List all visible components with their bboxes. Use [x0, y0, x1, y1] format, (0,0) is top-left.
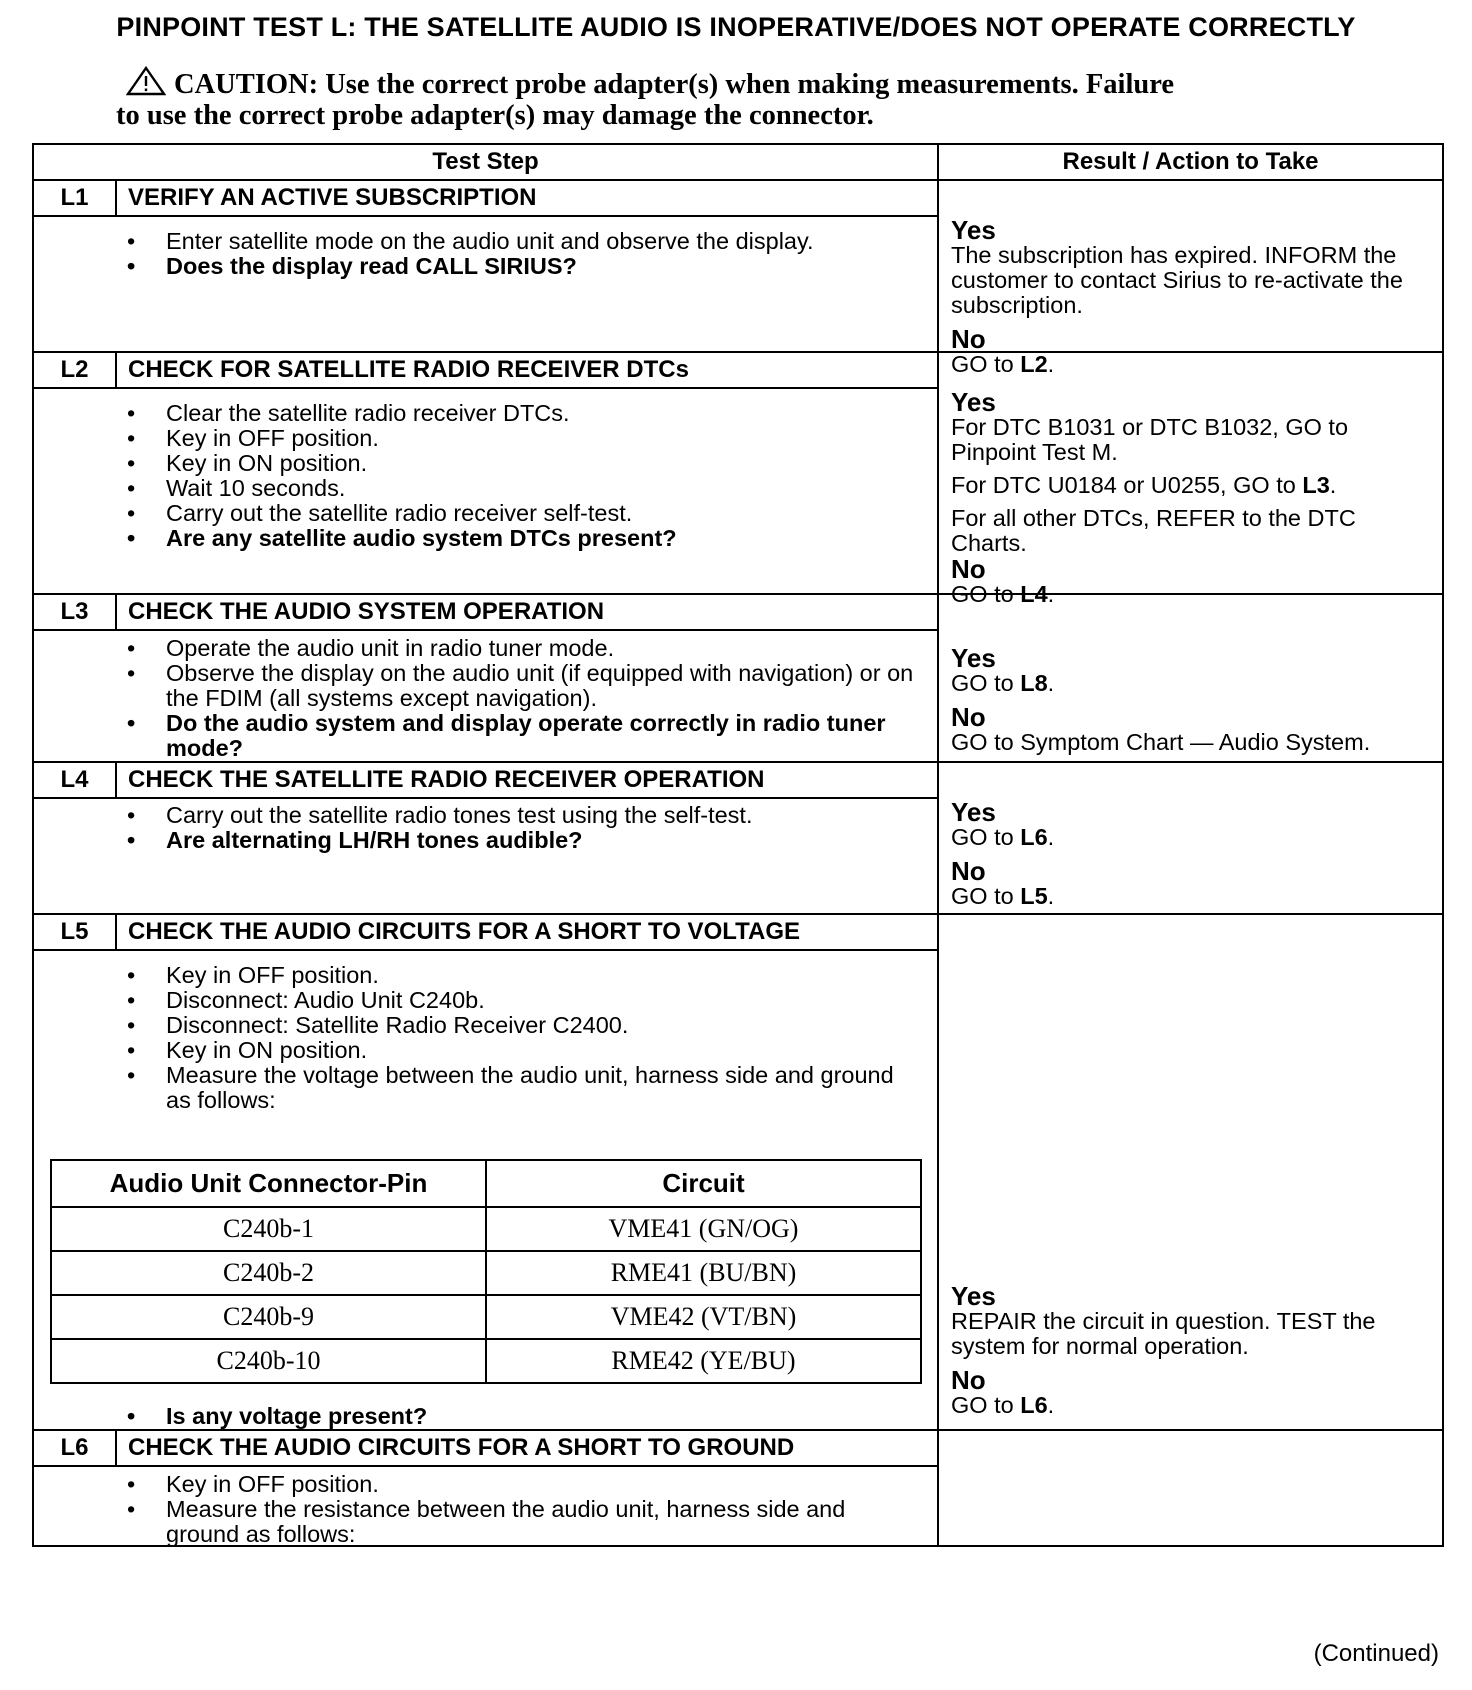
- step-id-l2: L2: [33, 352, 116, 388]
- no-action: GO to L6.: [951, 1392, 1055, 1418]
- yes-action: For DTC B1031 or DTC B1032, GO to Pinpoint Test M.: [951, 414, 1349, 465]
- list-item: • Carry out the satellite radio receiver self-test.: [34, 501, 937, 526]
- pin-cell: C240b-2: [51, 1251, 486, 1295]
- yes-action: For all other DTCs, REFER to the DTC Charts.: [951, 505, 1356, 556]
- circuit-cell: RME42 (YE/BU): [486, 1339, 921, 1383]
- list-item: • Measure the voltage between the audio unit, harness side and ground as follows:: [34, 1063, 937, 1113]
- list-item: • Observe the display on the audio unit (if equipped with navigation) or on the FDIM (all systems except navigation).: [34, 661, 937, 711]
- step-title-l4: CHECK THE SATELLITE RADIO RECEIVER OPERATION: [116, 762, 938, 798]
- no-label: No: [951, 702, 986, 732]
- table-row: [51, 1339, 921, 1383]
- no-action: GO to L4.: [951, 581, 1055, 607]
- yes-label: Yes: [951, 797, 996, 827]
- list-item: • Key in ON position.: [34, 451, 937, 476]
- step-question: • Are any satellite audio system DTCs present?: [34, 526, 937, 551]
- step-body-l4: [33, 798, 938, 914]
- circuit-cell: VME41 (GN/OG): [486, 1207, 921, 1251]
- no-label: No: [951, 856, 986, 886]
- result-l2: [938, 352, 1443, 607]
- yes-action: The subscription has expired. INFORM the customer to contact Sirius to re-activate the subscription.: [951, 242, 1403, 318]
- step-question: • Does the display read CALL SIRIUS?: [34, 254, 937, 279]
- no-action: GO to L2.: [951, 351, 1055, 377]
- list-item: • Measure the resistance between the audio unit, harness side and ground as follows:: [34, 1497, 937, 1547]
- step-id-l6: L6: [33, 1430, 116, 1466]
- step-question: • Is any voltage present?: [34, 1404, 937, 1429]
- yes-action: GO to L8.: [951, 670, 1055, 696]
- step-title-l1: VERIFY AN ACTIVE SUBSCRIPTION: [116, 180, 938, 216]
- table-row: [51, 1295, 921, 1339]
- pin-cell: C240b-9: [51, 1295, 486, 1339]
- step-body-l3: [33, 630, 938, 762]
- yes-label: Yes: [951, 387, 996, 417]
- caution-line-1: CAUTION: Use the correct probe adapter(s) when making measurements. Failure: [174, 69, 1175, 100]
- step-body-l1: [33, 216, 938, 352]
- connector-pin-table: [50, 1159, 922, 1384]
- list-item: • Disconnect: Satellite Radio Receiver C2400.: [34, 1013, 937, 1038]
- step-id-l1: L1: [33, 180, 116, 216]
- step-body-l6: [33, 1466, 938, 1546]
- result-l4: [938, 762, 1443, 914]
- no-label: No: [951, 324, 986, 354]
- table-row: [51, 1207, 921, 1251]
- result-l1: [938, 180, 1443, 377]
- pin-column-header: Audio Unit Connector-Pin: [51, 1160, 486, 1207]
- caution-note: [116, 66, 1346, 131]
- step-id-l4: L4: [33, 762, 116, 798]
- header-result: Result / Action to Take: [938, 144, 1443, 180]
- list-item: • Key in OFF position.: [34, 426, 937, 451]
- circuit-cell: VME42 (VT/BN): [486, 1295, 921, 1339]
- yes-label: Yes: [951, 1281, 996, 1311]
- header-test-step: Test Step: [33, 144, 938, 180]
- step-title-l3: CHECK THE AUDIO SYSTEM OPERATION: [116, 594, 938, 630]
- circuit-column-header: Circuit: [486, 1160, 921, 1207]
- yes-action: GO to L6.: [951, 824, 1055, 850]
- list-item: • Operate the audio unit in radio tuner mode.: [34, 636, 937, 661]
- list-item: • Wait 10 seconds.: [34, 476, 937, 501]
- list-item: • Disconnect: Audio Unit C240b.: [34, 988, 937, 1013]
- list-item: • Key in OFF position.: [34, 963, 937, 988]
- continued-label: (Continued): [1313, 1640, 1439, 1667]
- list-item: • Clear the satellite radio receiver DTCs.: [34, 401, 937, 426]
- no-label: No: [951, 1365, 986, 1395]
- step-title-l5: CHECK THE AUDIO CIRCUITS FOR A SHORT TO VOLTAGE: [116, 914, 938, 950]
- yes-label: Yes: [951, 215, 996, 245]
- step-body-l5: [33, 950, 938, 1430]
- step-question: • Are alternating LH/RH tones audible?: [34, 828, 937, 853]
- warning-triangle-icon: [126, 66, 166, 96]
- no-action: GO to Symptom Chart — Audio System.: [951, 729, 1371, 755]
- list-item: • Carry out the satellite radio tones test using the self-test.: [34, 803, 937, 828]
- yes-action: For DTC U0184 or U0255, GO to L3.: [951, 472, 1337, 498]
- result-l6: [938, 1430, 1443, 1546]
- no-action: GO to L5.: [951, 883, 1055, 909]
- list-item: • Enter satellite mode on the audio unit and observe the display.: [34, 229, 937, 254]
- step-title-l2: CHECK FOR SATELLITE RADIO RECEIVER DTCs: [116, 352, 938, 388]
- yes-action: REPAIR the circuit in question. TEST the system for normal operation.: [951, 1308, 1376, 1359]
- page-title: PINPOINT TEST L: THE SATELLITE AUDIO IS INOPERATIVE/DOES NOT OPERATE CORRECTLY: [116, 12, 1356, 42]
- pinpoint-test-table: [32, 143, 1444, 1547]
- step-id-l3: L3: [33, 594, 116, 630]
- circuit-cell: RME41 (BU/BN): [486, 1251, 921, 1295]
- list-item: • Key in OFF position.: [34, 1472, 937, 1497]
- step-question: • Do the audio system and display operate correctly in radio tuner mode?: [34, 711, 937, 761]
- result-l3: [938, 594, 1443, 762]
- step-title-l6: CHECK THE AUDIO CIRCUITS FOR A SHORT TO GROUND: [116, 1430, 938, 1466]
- step-id-l5: L5: [33, 914, 116, 950]
- pin-cell: C240b-1: [51, 1207, 486, 1251]
- caution-line-2: to use the correct probe adapter(s) may damage the connector.: [116, 100, 874, 131]
- step-body-l2: [33, 388, 938, 594]
- yes-label: Yes: [951, 643, 996, 673]
- list-item: • Key in ON position.: [34, 1038, 937, 1063]
- pin-cell: C240b-10: [51, 1339, 486, 1383]
- no-label: No: [951, 554, 986, 584]
- table-row: [51, 1251, 921, 1295]
- result-l5: [938, 914, 1443, 1430]
